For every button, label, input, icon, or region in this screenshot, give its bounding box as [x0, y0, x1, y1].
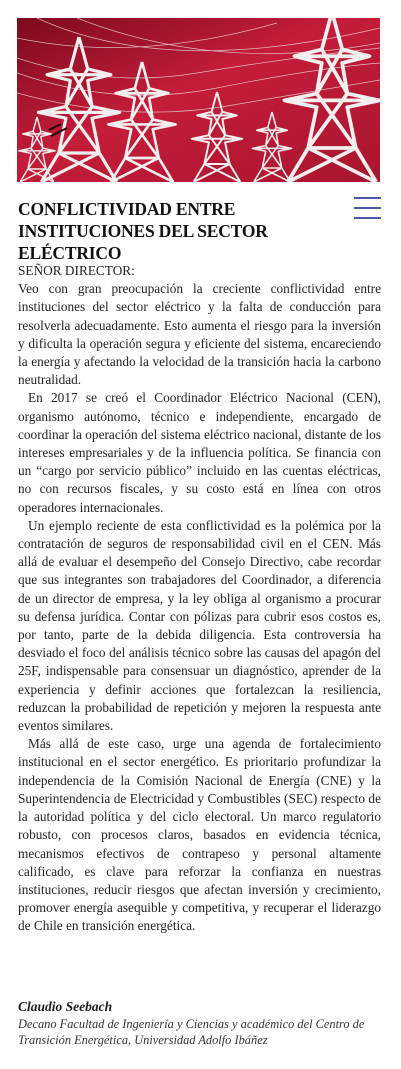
salutation: SEÑOR DIRECTOR:: [18, 263, 135, 278]
menu-bar: [354, 207, 381, 209]
menu-bar: [354, 197, 381, 199]
menu-bar: [354, 217, 381, 219]
hero-image: [17, 18, 380, 182]
paragraph: En 2017 se creó el Coordinador Eléctrico Nacional (CEN), organismo autónomo, técnico e independiente, encargado de coordinar la operación del sistema eléctrico nacional, distante de los intereses empresariales y de la influencia política. Se financia con un “cargo por servicio público” incluido en las cuentas eléctricas, no con recursos fiscales, y su costo está en línea con otros operadores internacionales.: [18, 390, 381, 515]
article-body: [18, 262, 381, 936]
transmission-towers-illustration: [17, 18, 380, 182]
hamburger-menu-icon[interactable]: [354, 196, 381, 220]
article-title: CONFLICTIVIDAD ENTRE INSTITUCIONES DEL SECTOR ELÉCTRICO: [18, 199, 268, 263]
paragraph: Veo con gran preocupación la creciente conflictividad entre instituciones del sector eléctrico y la falta de conducción para resolverla adecuadamente. Esto aumenta el riesgo para la inversión y dificulta la operación segura y eficiente del sistema, encareciendo la energía y afectando la velocidad de la transición hacia la carbono neutralidad.: [18, 281, 381, 388]
signature-block: [18, 998, 388, 1048]
author-role: Decano Facultad de Ingeniería y Ciencias y académico del Centro de Transición Energética, Universidad Adolfo Ibáñez: [18, 1017, 365, 1047]
author-name: Claudio Seebach: [18, 999, 113, 1014]
paragraph: Un ejemplo reciente de esta conflictividad es la polémica por la contratación de seguros de responsabilidad civil en el CEN. Más allá de evaluar el desempeño del Consejo Directivo, cabe recordar que sus integrantes son trabajadores del Coordinador, a diferencia de un director de empresa, y la ley obliga al organismo a procurar su defensa jurídica. Contar con pólizas para cubrir esos costos es, por tanto, parte de la debida diligencia. Esta controversia ha desviado el foco del análisis técnico sobre las causas del apagón del 25F, indispensable para consensuar un diagnóstico, aprender de la experiencia y definir acciones que fortalezcan la resiliencia, reduzcan la probabilidad de repetición y mejoren la respuesta ante eventos similares.: [18, 517, 381, 734]
paragraph: Más allá de este caso, urge una agenda de fortalecimiento institucional en el sector energético. Es prioritario profundizar la independencia de la Comisión Nacional de Energía (CNE) y la Superintendencia de Electricidad y Combustibles (SEC) respecto de la autoridad política y del ciclo electoral. Un marco regulatorio robusto, con procesos claros, basados en evidencia técnica, mecanismos efectivos de contrapeso y personal altamente calificado, es clave para reforzar la confianza en nuestras instituciones, reducir riesgos que afectan inversión y crecimiento, promover energía asequible y competitiva, y recuperar el liderazgo de Chile en transición energética.: [18, 736, 381, 934]
